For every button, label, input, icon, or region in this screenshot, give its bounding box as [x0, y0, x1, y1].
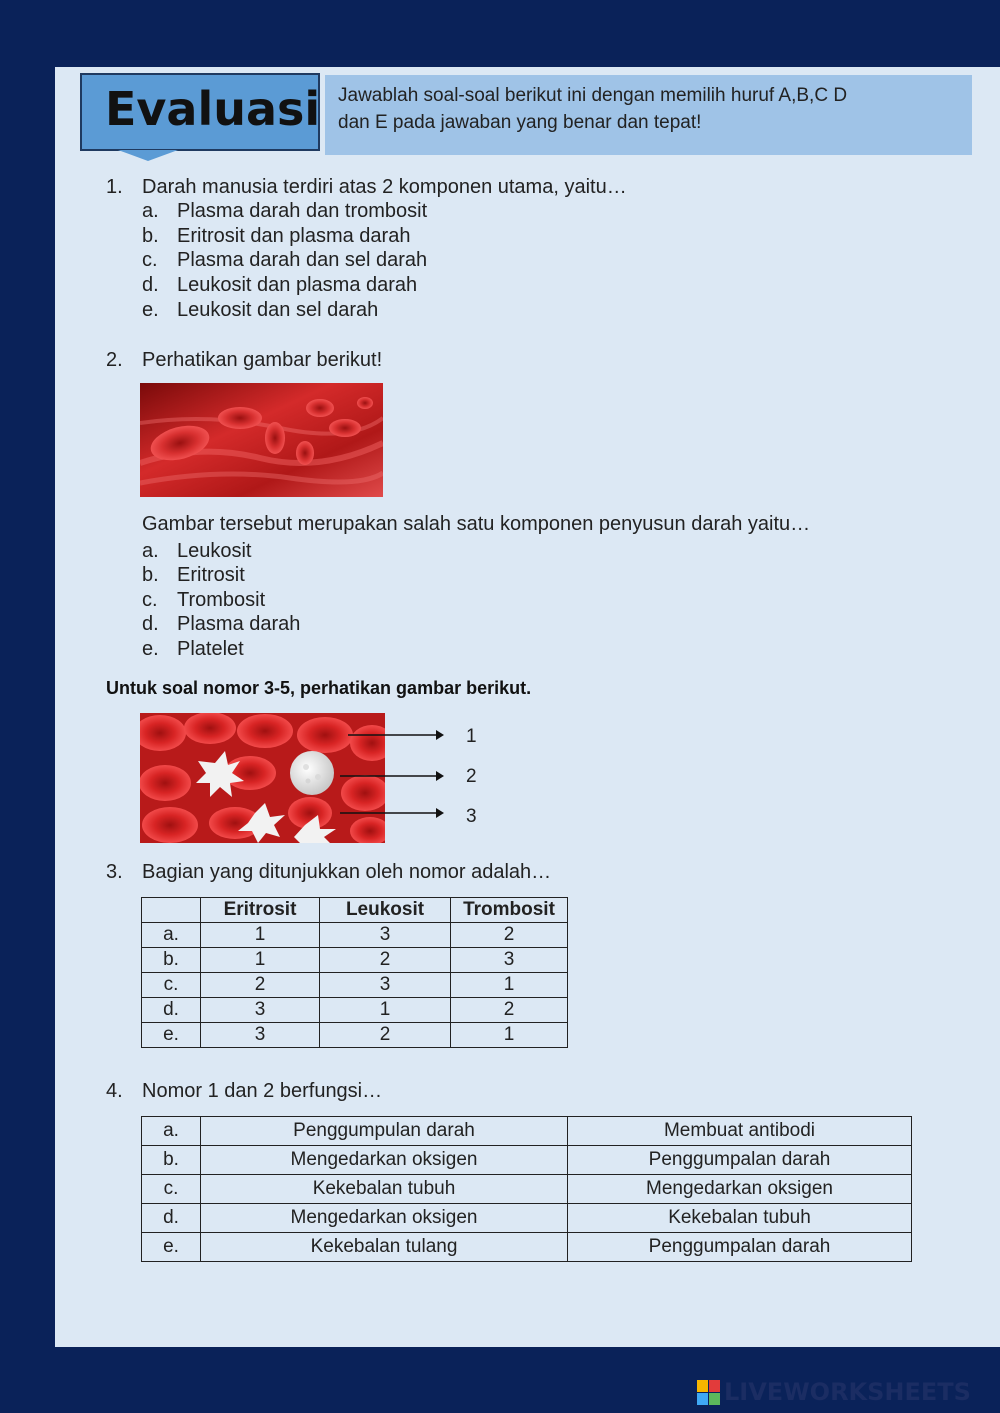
cell: 1 — [451, 1023, 568, 1048]
table-row[interactable] — [142, 1146, 912, 1175]
liveworksheets-logo-icon — [697, 1380, 721, 1406]
q4-answer-table — [141, 1116, 912, 1262]
table-row[interactable] — [142, 1233, 912, 1262]
option-text: Leukosit dan plasma darah — [177, 274, 418, 296]
table-row[interactable] — [142, 923, 568, 948]
cell: Kekebalan tubuh — [568, 1204, 912, 1233]
row-letter: e. — [142, 1233, 201, 1262]
row-letter: a. — [142, 923, 201, 948]
row-letter: b. — [142, 1146, 201, 1175]
option-text: Leukosit dan sel darah — [177, 299, 379, 321]
label-3: 3 — [466, 806, 477, 827]
header-cell — [142, 898, 201, 923]
option-text: Trombosit — [177, 589, 266, 611]
option-letter: e. — [142, 638, 159, 660]
row-letter: d. — [142, 998, 201, 1023]
cell: 3 — [320, 973, 451, 998]
option-text: Plasma darah — [177, 613, 301, 635]
option-letter: c. — [142, 249, 158, 271]
header-cell: Trombosit — [451, 898, 568, 923]
table-row[interactable] — [142, 1204, 912, 1233]
cell: 3 — [201, 998, 320, 1023]
header-cell: Eritrosit — [201, 898, 320, 923]
cell: 2 — [201, 973, 320, 998]
label-1: 1 — [466, 726, 477, 747]
cell: Penggumpulan darah — [201, 1117, 568, 1146]
cell: 3 — [201, 1023, 320, 1048]
header-cell: Leukosit — [320, 898, 451, 923]
row-letter: e. — [142, 1023, 201, 1048]
cell: 2 — [320, 948, 451, 973]
blood-vessel-image — [140, 383, 383, 497]
option-letter: b. — [142, 564, 159, 586]
instruction-text — [338, 82, 958, 136]
option-letter: a. — [142, 200, 159, 222]
cell: Kekebalan tubuh — [201, 1175, 568, 1204]
cell: 1 — [451, 973, 568, 998]
question-1-text: Darah manusia terdiri atas 2 komponen utama, yaitu… — [142, 176, 627, 198]
brand-name: LIVEWORKSHEETS — [724, 1378, 971, 1406]
table-row[interactable] — [142, 1175, 912, 1204]
table-row[interactable] — [142, 1117, 912, 1146]
cell: 3 — [451, 948, 568, 973]
option-letter: d. — [142, 613, 159, 635]
row-letter: a. — [142, 1117, 201, 1146]
option-text: Platelet — [177, 638, 244, 660]
title-banner-notch — [118, 150, 178, 161]
cell: Membuat antibodi — [568, 1117, 912, 1146]
cell: Kekebalan tulang — [201, 1233, 568, 1262]
instruction-line-2: dan E pada jawaban yang benar dan tepat! — [338, 112, 702, 133]
table-row[interactable] — [142, 973, 568, 998]
option-letter: a. — [142, 540, 159, 562]
option-letter: e. — [142, 299, 159, 321]
question-1-number: 1. — [106, 176, 123, 198]
section-instruction: Untuk soal nomor 3-5, perhatikan gambar berikut. — [106, 678, 532, 698]
question-2-number: 2. — [106, 349, 123, 371]
table-row[interactable] — [142, 1023, 568, 1048]
row-letter: c. — [142, 973, 201, 998]
q3-answer-table — [141, 897, 568, 1048]
cell: Penggumpalan darah — [568, 1146, 912, 1175]
question-3-text: Bagian yang ditunjukkan oleh nomor adalah… — [142, 861, 552, 883]
option-letter: b. — [142, 225, 159, 247]
question-3-number: 3. — [106, 861, 123, 883]
question-2-text: Perhatikan gambar berikut! — [142, 349, 383, 371]
cell: 2 — [320, 1023, 451, 1048]
pointer-arrows — [340, 725, 450, 825]
option-letter: c. — [142, 589, 158, 611]
option-text: Plasma darah dan trombosit — [177, 200, 428, 222]
cell: Mengedarkan oksigen — [201, 1204, 568, 1233]
cell: 1 — [201, 948, 320, 973]
row-letter: b. — [142, 948, 201, 973]
question-4-text: Nomor 1 dan 2 berfungsi… — [142, 1080, 383, 1102]
cell: 1 — [201, 923, 320, 948]
option-letter: d. — [142, 274, 159, 296]
label-2: 2 — [466, 766, 477, 787]
table-header-row — [142, 898, 568, 923]
instruction-line-1: Jawablah soal-soal berikut ini dengan memilih huruf A,B,C D — [338, 85, 848, 106]
question-2-prompt-text: Gambar tersebut merupakan salah satu komponen penyusun darah yaitu… — [142, 513, 811, 535]
cell: 2 — [451, 923, 568, 948]
option-text: Eritrosit — [177, 564, 245, 586]
cell: 2 — [451, 998, 568, 1023]
cell: Penggumpalan darah — [568, 1233, 912, 1262]
option-text: Plasma darah dan sel darah — [177, 249, 428, 271]
option-text: Eritrosit dan plasma darah — [177, 225, 411, 247]
cell: 1 — [320, 998, 451, 1023]
page-title: Evaluasi — [105, 82, 321, 136]
row-letter: c. — [142, 1175, 201, 1204]
table-row[interactable] — [142, 998, 568, 1023]
cell: Mengedarkan oksigen — [201, 1146, 568, 1175]
row-letter: d. — [142, 1204, 201, 1233]
question-4-number: 4. — [106, 1080, 123, 1102]
cell: 3 — [320, 923, 451, 948]
table-row[interactable] — [142, 948, 568, 973]
cell: Mengedarkan oksigen — [568, 1175, 912, 1204]
option-text: Leukosit — [177, 540, 252, 562]
